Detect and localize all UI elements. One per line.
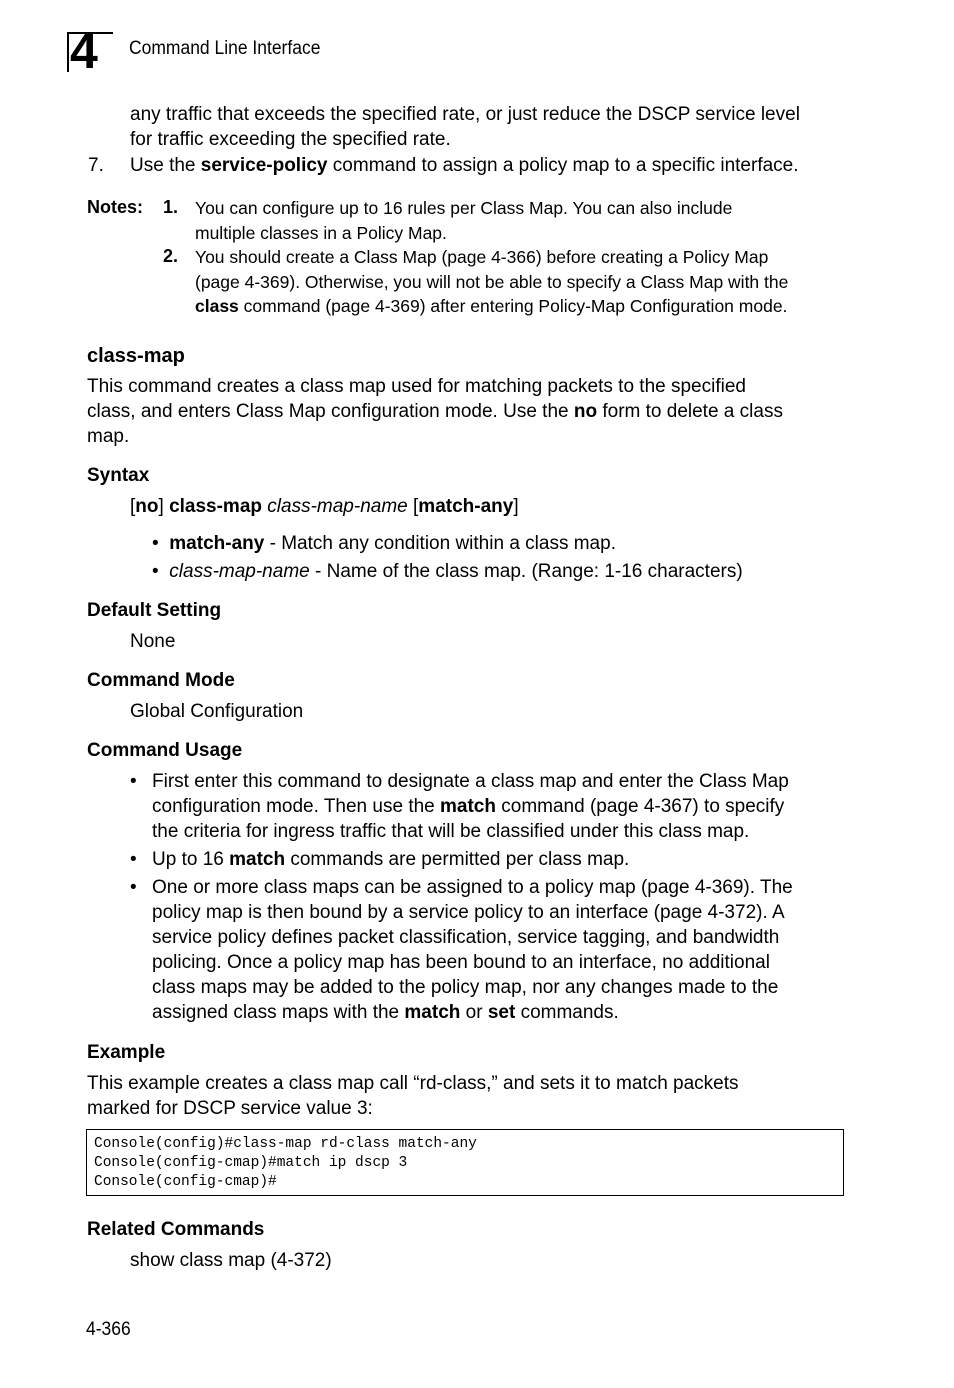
keyword: no xyxy=(573,401,598,422)
command-name: class-map xyxy=(169,496,263,517)
text: or xyxy=(460,1002,488,1023)
param-list xyxy=(152,531,743,584)
text: command (page 4-367) to specify xyxy=(495,796,785,817)
param-desc: - Match any condition within a class map. xyxy=(264,533,616,554)
text: commands. xyxy=(515,1002,619,1023)
step-7-text xyxy=(130,153,799,178)
note-2 xyxy=(195,245,788,319)
command-mode-heading: Command Mode xyxy=(87,670,235,691)
text-line: service policy defines packet classification, service tagging, and bandwidth xyxy=(152,927,780,948)
option: match-any xyxy=(418,496,514,517)
command-name: match xyxy=(229,849,286,870)
code-block xyxy=(86,1129,844,1196)
bullet: • xyxy=(130,771,137,792)
chapter-number: 4 xyxy=(70,23,98,79)
note-1 xyxy=(195,196,732,245)
command-mode-value: Global Configuration xyxy=(130,701,304,722)
text-line: any traffic that exceeds the specified rate, or just reduce the DSCP service level xyxy=(130,104,800,125)
syntax-line xyxy=(130,494,519,519)
related-commands-heading: Related Commands xyxy=(87,1219,265,1240)
text-line xyxy=(152,794,789,819)
section-description xyxy=(87,374,783,449)
bullet: • xyxy=(130,849,137,870)
bracket: [ xyxy=(407,496,419,517)
bullet: • xyxy=(130,877,137,898)
code-line: Console(config-cmap)#match ip dscp 3 xyxy=(94,1155,408,1171)
intro-continuation xyxy=(130,102,800,152)
param-term: class-map-name xyxy=(169,561,310,582)
keyword: no xyxy=(135,496,159,517)
syntax-heading: Syntax xyxy=(87,465,150,486)
command-name: set xyxy=(487,1002,516,1023)
section-title: class-map xyxy=(87,345,185,367)
command-name: match xyxy=(440,796,496,817)
text-line: You should create a Class Map (page 4-366) before creating a Policy Map xyxy=(195,247,769,267)
text: command (page 4-369) after entering Policy-Map Configuration mode. xyxy=(238,296,788,316)
text-line: One or more class maps can be assigned to a policy map (page 4-369). The xyxy=(152,877,793,898)
argument: class-map-name xyxy=(267,496,408,517)
text-line: multiple classes in a Policy Map. xyxy=(195,222,447,243)
text: form to delete a class xyxy=(597,401,783,422)
notes-label: Notes: xyxy=(87,197,144,217)
text-line: You can configure up to 16 rules per Class Map. You can also include xyxy=(195,198,733,218)
param-desc: - Name of the class map. (Range: 1-16 characters) xyxy=(309,561,743,582)
param-term: match-any xyxy=(169,533,265,554)
text-line xyxy=(195,294,788,319)
text-line: map. xyxy=(87,426,130,447)
text-line: This command creates a class map used for matching packets to the specified xyxy=(87,376,746,397)
text-line: First enter this command to designate a class map and enter the Class Map xyxy=(152,771,789,792)
text-line: policing. Once a policy map has been bound to an interface, no additional xyxy=(152,952,770,973)
example-heading: Example xyxy=(87,1042,166,1063)
bullet: • xyxy=(152,533,159,554)
command-usage-heading: Command Usage xyxy=(87,740,243,761)
text: assigned class maps with the xyxy=(152,1002,405,1023)
text: Use the xyxy=(130,155,201,176)
usage-item-3 xyxy=(152,875,793,1025)
text-line xyxy=(87,399,783,424)
example-description xyxy=(87,1071,739,1121)
command-name: service-policy xyxy=(200,155,328,176)
bullet: • xyxy=(152,561,159,582)
chapter-title: Command Line Interface xyxy=(129,38,321,59)
command-name: class xyxy=(195,296,239,316)
code-line: Console(config)#class-map rd-class match-any xyxy=(94,1136,477,1152)
page-number: 4-366 xyxy=(86,1319,131,1340)
text: commands are permitted per class map. xyxy=(285,849,630,870)
note-number: 1. xyxy=(163,197,179,217)
text-line: for traffic exceeding the specified rate. xyxy=(130,129,451,150)
step-number: 7. xyxy=(88,155,104,176)
command-name: match xyxy=(404,1002,461,1023)
bracket: [ xyxy=(130,496,136,517)
code-line: Console(config-cmap)# xyxy=(94,1174,277,1190)
text: class, and enters Class Map configuration mode. Use the xyxy=(87,401,574,422)
text: Up to 16 xyxy=(152,849,230,870)
text-line: This example creates a class map call “rd-class,” and sets it to match packets xyxy=(87,1073,739,1094)
text-line: policy map is then bound by a service policy to an interface (page 4-372). A xyxy=(152,902,785,923)
text: configuration mode. Then use the xyxy=(152,796,441,817)
text-line: class maps may be added to the policy map, nor any changes made to the xyxy=(152,977,779,998)
note-number: 2. xyxy=(163,246,179,266)
text: command to assign a policy map to a specific interface. xyxy=(327,155,799,176)
usage-item-1 xyxy=(152,769,789,844)
text-line: (page 4-369). Otherwise, you will not be able to specify a Class Map with the xyxy=(195,271,789,292)
list-item xyxy=(152,559,743,584)
bracket: ] xyxy=(158,496,170,517)
text-line xyxy=(152,1000,793,1025)
list-item xyxy=(152,531,743,559)
default-setting-heading: Default Setting xyxy=(87,600,222,621)
text-line: the criteria for ingress traffic that will be classified under this class map. xyxy=(152,821,750,842)
bracket: ] xyxy=(513,496,519,517)
related-command-link: show class map (4-372) xyxy=(130,1250,332,1271)
text-line: marked for DSCP service value 3: xyxy=(87,1098,373,1119)
default-setting-value: None xyxy=(130,631,176,652)
usage-item-2 xyxy=(152,847,629,872)
